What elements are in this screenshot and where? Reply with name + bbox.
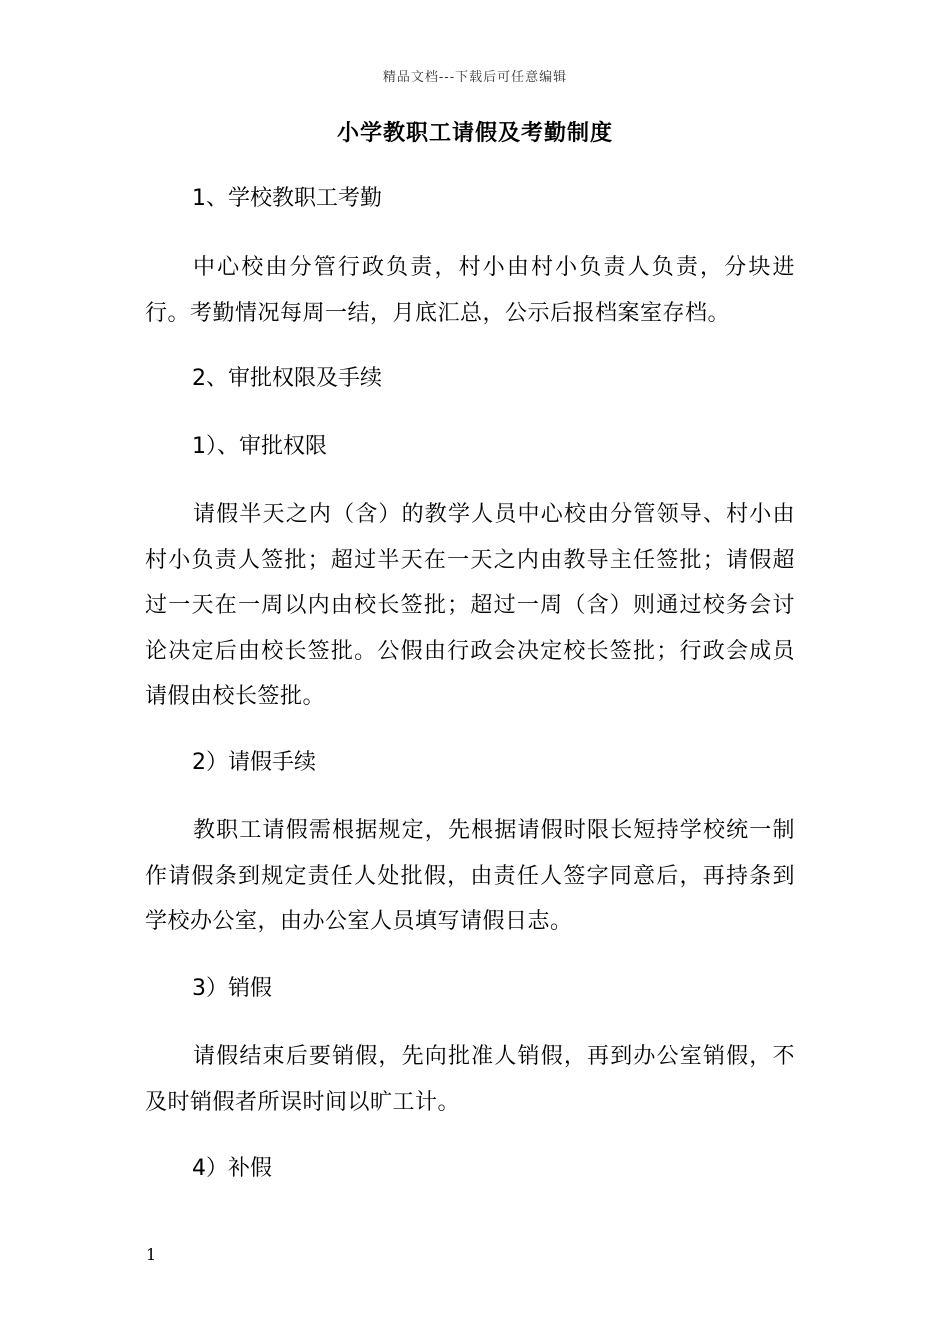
section-heading-approval: 2、审批权限及手续 [192, 366, 382, 391]
subheading-supplementary-leave: 4）补假 [192, 1156, 272, 1181]
document-title: 小学教职工请假及考勤制度 [336, 121, 613, 146]
paragraph-leave-procedure: 教职工请假需根据规定，先根据请假时限长短持学校统一制作请假条到规定责任人处批假，由责任人签字同意后，再持条到学校办公室，由办公室人员填写请假日志。 [145, 818, 795, 934]
page-number: 1 [146, 1245, 157, 1264]
header-note: 精品文档---下载后可任意编辑 [382, 70, 568, 85]
paragraph-cancel-leave: 请假结束后要销假，先向批准人销假，再到办公室销假，不及时销假者所误时间以旷工计。 [145, 1044, 795, 1115]
paragraph-approval-authority: 请假半天之内（含）的教学人员中心校由分管领导、村小由村小负责人签批；超过半天在一天之内由教导主任签批；请假超过一天在一周以内由校长签批；超过一周（含）则通过校务会讨论决定后由校长签批。公假由行政会决定校长签批；行政会成员请假由校长签批。 [145, 502, 795, 709]
paragraph-attendance: 中心校由分管行政负责，村小由村小负责人负责，分块进行。考勤情况每周一结，月底汇总，公示后报档案室存档。 [145, 255, 795, 326]
subheading-cancel-leave: 3）销假 [192, 976, 272, 1001]
subheading-approval-authority: 1）、审批权限 [192, 434, 327, 459]
section-heading-attendance: 1、学校教职工考勤 [192, 186, 382, 211]
subheading-leave-procedure: 2）请假手续 [192, 750, 316, 775]
